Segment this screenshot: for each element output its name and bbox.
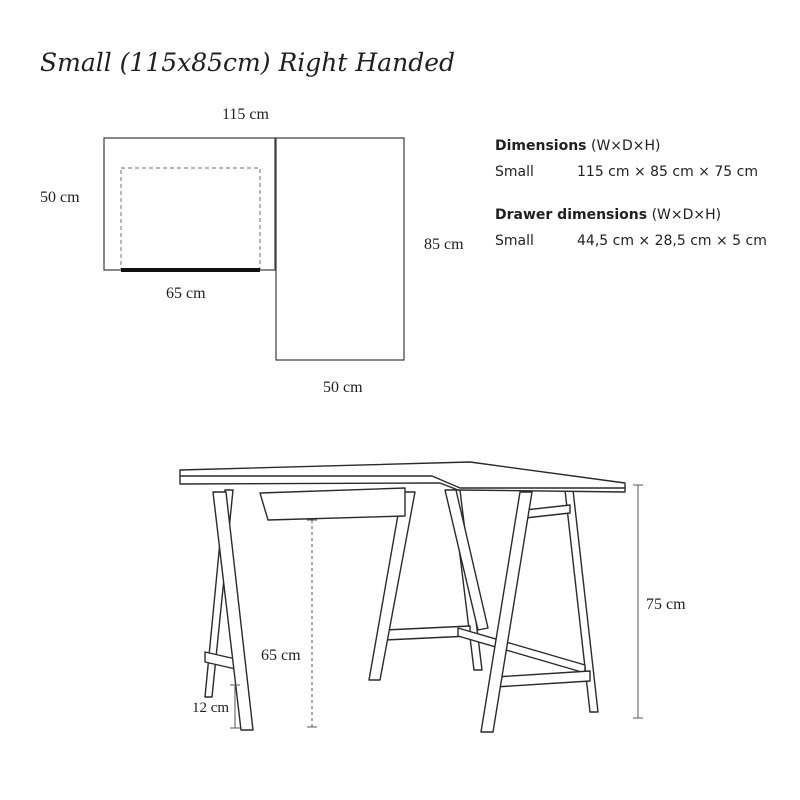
rail-right	[525, 505, 570, 518]
plan-width-top-label: 115 cm	[222, 106, 269, 123]
drawer-front	[260, 488, 405, 520]
dimensions-row-value: 115 cm × 85 cm × 75 cm	[577, 164, 758, 180]
drawer-dimensions-unit-format: (W×D×H)	[651, 207, 722, 223]
front-right-leg	[481, 492, 532, 732]
plan-width-bottom-label: 50 cm	[323, 379, 363, 396]
front-stretcher-right	[495, 671, 590, 687]
crossbar-height-label: 12 cm	[192, 700, 230, 716]
drawer-dimensions-title: Drawer dimensions	[495, 207, 648, 223]
drawer-clearance-label: 65 cm	[261, 647, 301, 664]
plan-drawer-width-label: 65 cm	[166, 285, 206, 302]
drawer-dimensions-row-label: Small	[495, 233, 534, 249]
page-title: Small (115x85cm) Right Handed	[40, 48, 455, 77]
total-height-label: 75 cm	[646, 596, 686, 613]
dimensions-title: Dimensions	[495, 138, 587, 154]
drawer-dimensions-row-value: 44,5 cm × 28,5 cm × 5 cm	[577, 233, 767, 249]
dimensions-row-label: Small	[495, 164, 534, 180]
plan-depth-right-label: 85 cm	[424, 236, 464, 253]
front-middle-left-leg	[369, 492, 415, 680]
back-stretcher	[385, 626, 470, 640]
plan-depth-left-label: 50 cm	[40, 189, 80, 206]
dimensions-unit-format: (W×D×H)	[590, 138, 661, 154]
